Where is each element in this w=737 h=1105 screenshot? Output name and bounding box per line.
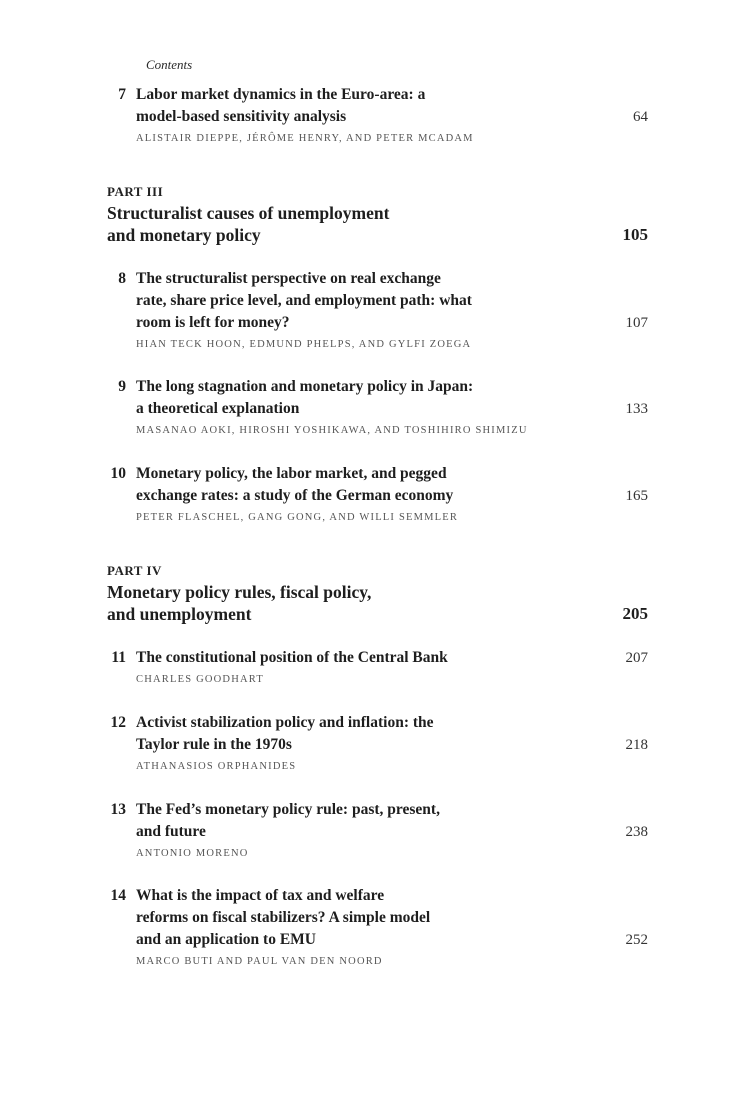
chapter-title: Monetary policy, the labor market, and pegged exchange rates: a study of the German economy [136, 465, 454, 504]
chapter-title: Activist stabilization policy and inflation: the Taylor rule in the 1970s [136, 714, 434, 753]
chapter-number: 13 [110, 801, 126, 818]
page-number: 238 [625, 824, 648, 840]
chapter-title: Labor market dynamics in the Euro-area: a model-based sensitivity analysis [136, 86, 426, 125]
chapter-number: 11 [111, 649, 126, 666]
chapter-title: The structuralist perspective on real exchange rate, share price level, and employment path: what room is left for money? [136, 270, 472, 331]
chapter-number: 8 [118, 270, 126, 287]
chapter-title: The long stagnation and monetary policy in Japan: a theoretical explanation [136, 378, 474, 417]
part-label: PART III [107, 184, 164, 199]
chapter-title: What is the impact of tax and welfare reforms on fiscal stabilizers? A simple model and an application to EMU [136, 887, 431, 948]
chapter-authors: ALISTAIR DIEPPE, JÉRÔME HENRY, AND PETER MCADAM [136, 133, 474, 144]
part-label: PART IV [107, 563, 162, 578]
chapter-authors: ANTONIO MORENO [136, 848, 249, 859]
chapter-authors: MASANAO AOKI, HIROSHI YOSHIKAWA, AND TOSHIHIRO SHIMIZU [136, 425, 528, 436]
part-title: Monetary policy rules, fiscal policy, and unemployment [107, 582, 372, 624]
chapter-authors: MARCO BUTI AND PAUL VAN DEN NOORD [136, 956, 383, 967]
chapter-authors: HIAN TECK HOON, EDMUND PHELPS, AND GYLFI ZOEGA [136, 339, 472, 350]
chapter-authors: CHARLES GOODHART [136, 674, 264, 685]
chapter-number: 7 [118, 86, 126, 103]
part-page-number: 205 [622, 604, 648, 623]
chapter-title: The constitutional position of the Central Bank [136, 649, 448, 666]
page-number: 107 [625, 315, 648, 331]
chapter-authors: PETER FLASCHEL, GANG GONG, AND WILLI SEMMLER [136, 512, 459, 523]
page-number: 207 [625, 650, 648, 666]
running-head: Contents [146, 57, 193, 72]
page-number: 64 [633, 109, 648, 125]
page-number: 133 [625, 401, 648, 417]
page-number: 252 [625, 932, 648, 948]
chapter-number: 10 [110, 465, 126, 482]
page-number: 165 [625, 488, 648, 504]
chapter-number: 9 [118, 378, 126, 395]
part-page-number: 105 [622, 225, 648, 244]
page-number: 218 [625, 737, 648, 753]
chapter-number: 14 [110, 887, 126, 904]
chapter-title: The Fed’s monetary policy rule: past, present, and future [136, 801, 440, 840]
chapter-authors: ATHANASIOS ORPHANIDES [136, 761, 297, 772]
chapter-number: 12 [110, 714, 126, 731]
part-title: Structuralist causes of unemployment and monetary policy [107, 203, 390, 245]
